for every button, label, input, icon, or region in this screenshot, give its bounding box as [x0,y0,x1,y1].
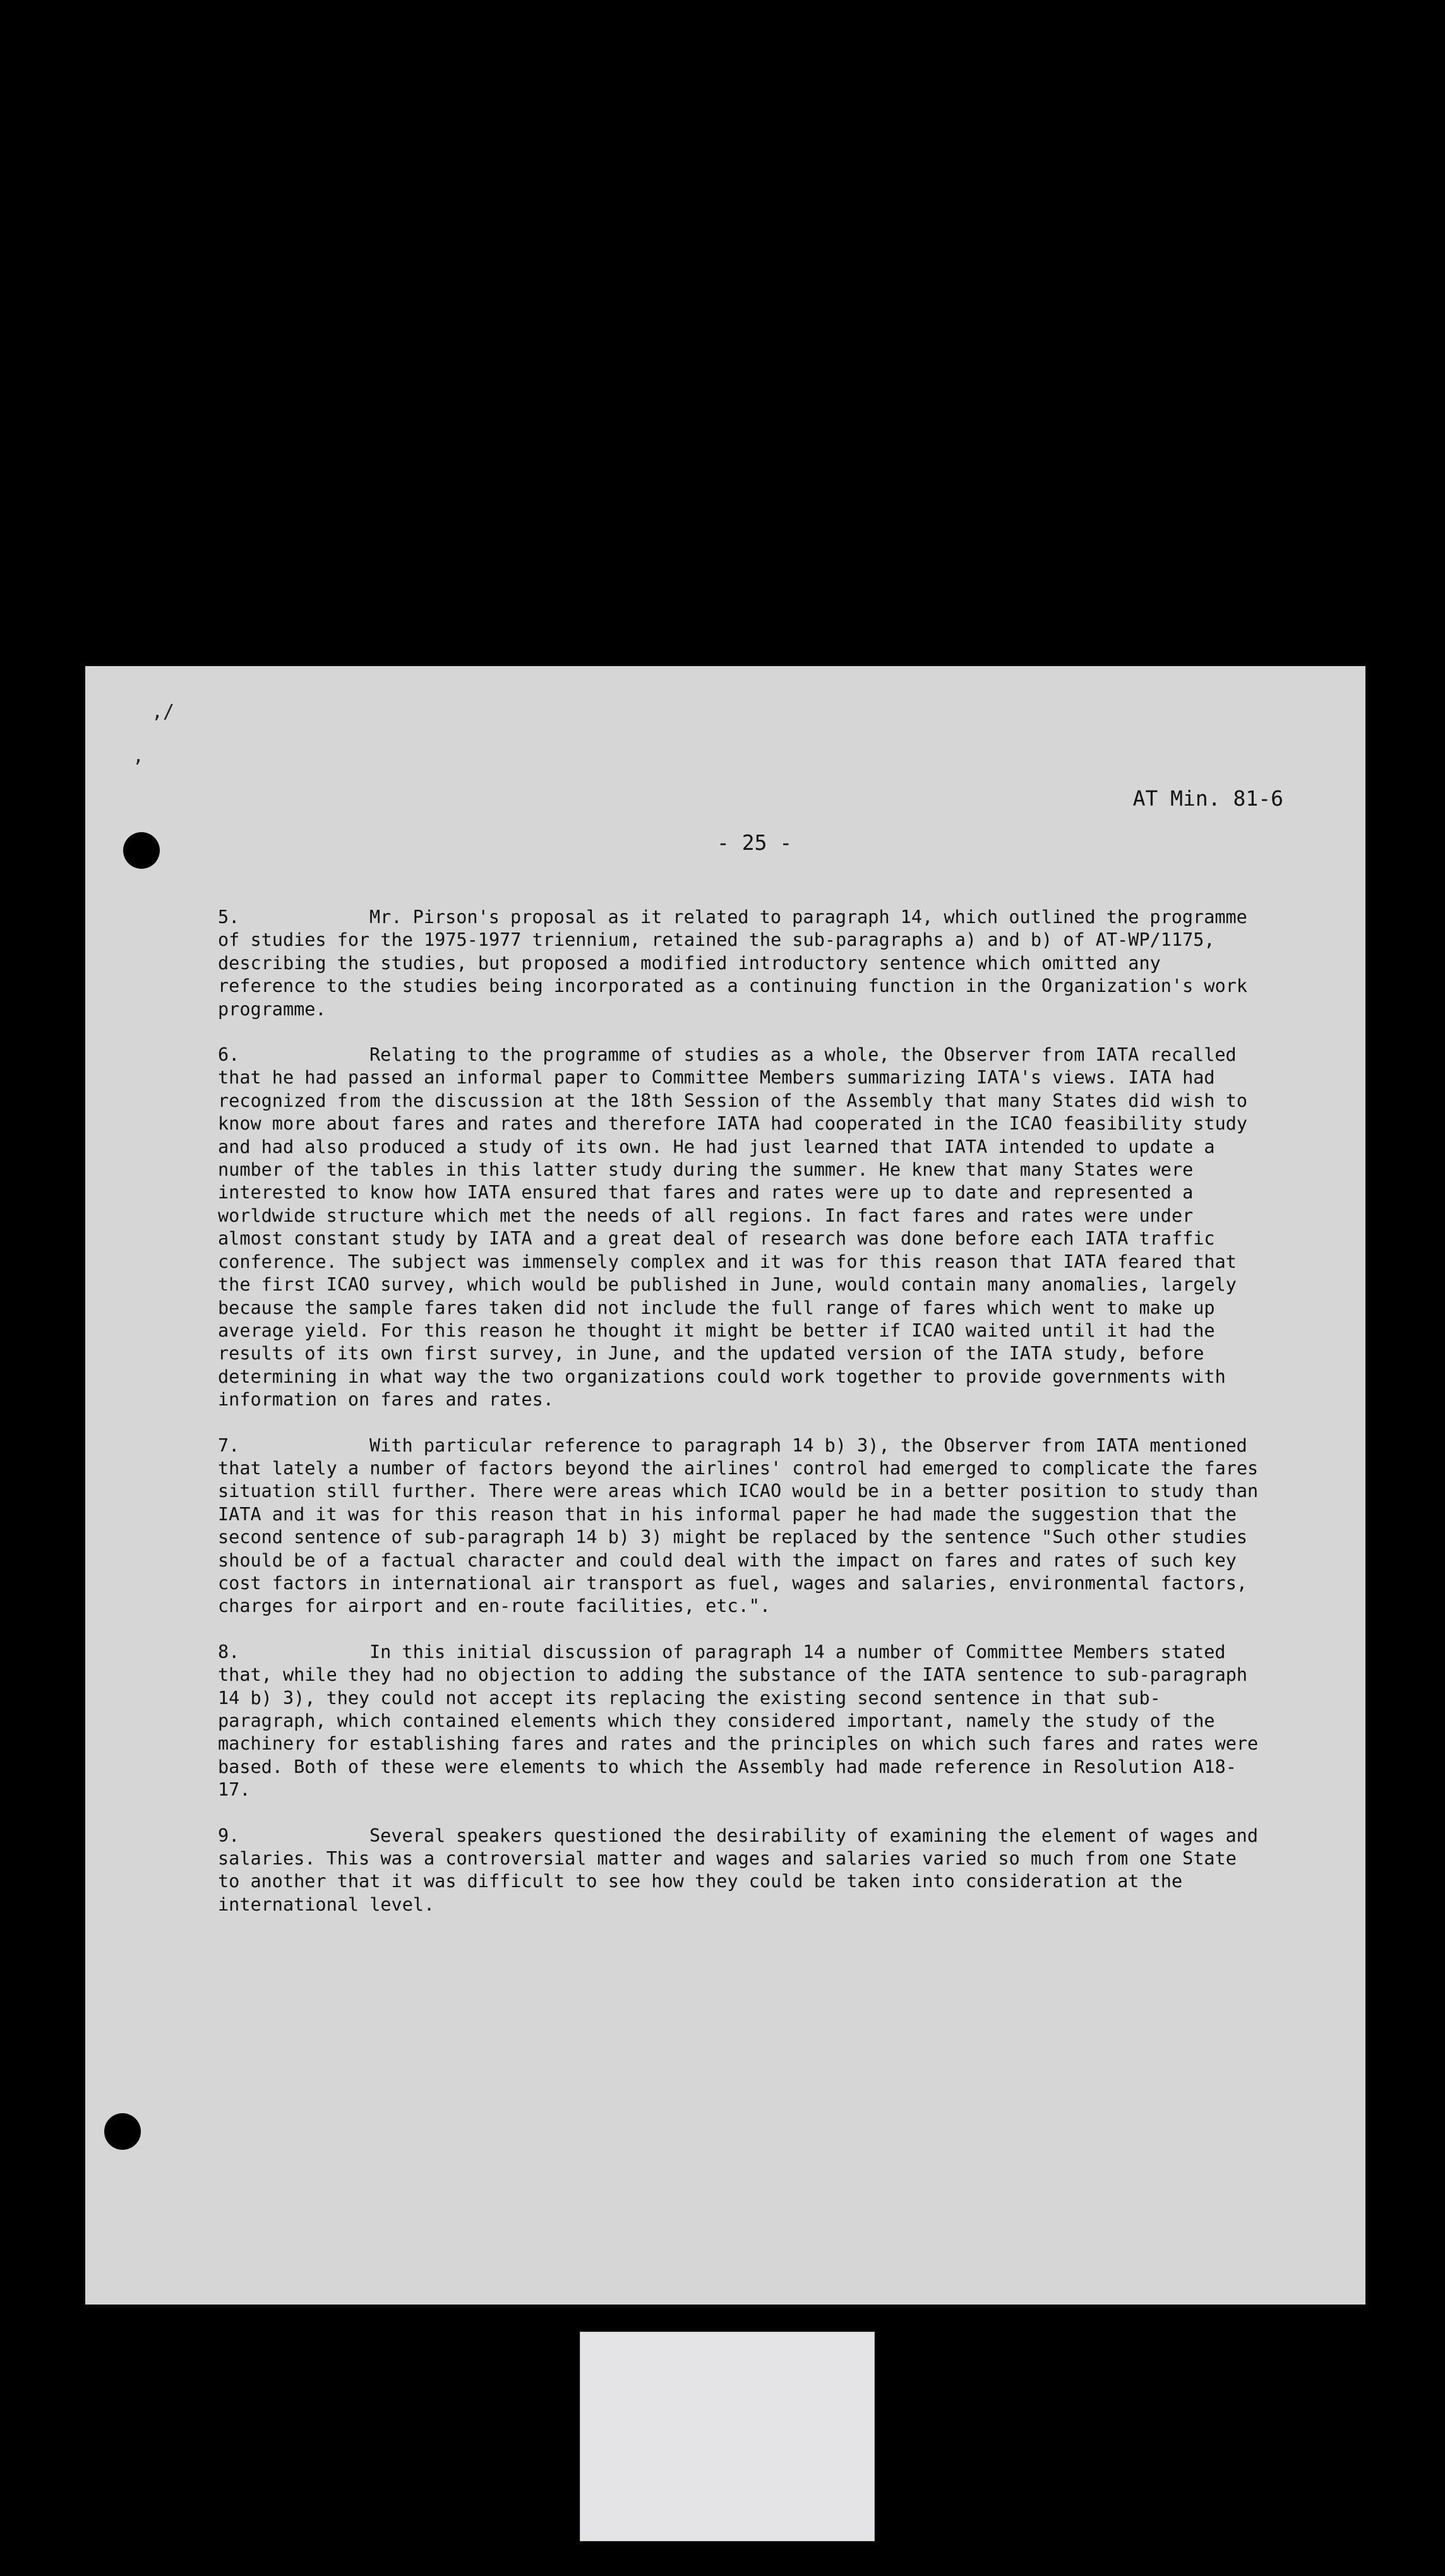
paragraph-6 [218,1044,1266,1412]
punch-hole-top [123,832,160,869]
document-reference: AT Min. 81-6 [1132,786,1283,811]
blank-card [580,2332,875,2541]
paragraph-number: 7. [218,1434,240,1456]
punch-hole-bottom [104,2113,141,2150]
paragraph-number: 5. [218,907,240,927]
paragraph-5 [218,906,1266,1021]
paragraph-9 [218,1825,1266,1917]
document-page [85,666,1365,2305]
paragraph-text: Mr. Pirson's proposal as it related to paragraph 14, which outlined the programme of studies for the 1975-1977 triennium, retained the sub-paragraphs a) and b) of AT-WP/1175, describing the studies, but proposed a modified introductory sentence which omitted any reference to the studies being incorporated as a continuing function in the Organization's work programme. [218,907,1248,1020]
paragraph-7 [218,1434,1266,1618]
page-number: - 25 - [717,830,793,855]
paragraph-number: 6. [218,1044,240,1066]
paragraph-text: Several speakers questioned the desirability of examining the element of wages and salaries. This was a controversial matter and wages and salaries varied so much from one State to another that it was difficult to see how they could be taken into consideration at the international level. [218,1825,1258,1915]
scan-mark-top-left: ,/ [152,701,175,723]
paragraph-text: In this initial discussion of paragraph 14 a number of Committee Members stated that, while they had no objection to adding the substance of the IATA sentence to sub-paragraph 14 b) 3), they could not accept its replacing the existing second sentence in that sub-paragraph, which contained elements which they considered important, namely the study of the machinery for establishing fares and rates and the principles on which such fares and rates were based. Both of these were elements to which the Assembly had made reference in Resolution A18-17. [218,1641,1259,1801]
paragraph-8 [218,1641,1266,1802]
paragraph-text: Relating to the programme of studies as a whole, the Observer from IATA recalled that he had passed an informal paper to Committee Members summarizing IATA's views. IATA had recognized from the discussion at the 18th Session of the Assembly that many States did wish to know more about fares and rates and therefore IATA had cooperated in the ICAO feasibility study and had also produced a study of its own. He had just learned that IATA intended to update a number of the tables in this latter study during the summer. He knew that many States were interested to know how IATA ensured that fares and rates were up to date and represented a worldwide structure which met the needs of all regions. In fact fares and rates were under almost constant study by IATA and a great deal of research was done before each IATA traffic conference. The subject was immensely complex and it was for this reason that IATA feared that the first ICAO survey, which would be published in June, would contain many anomalies, largely because the sample fares taken did not include the full range of fares which went to make up average yield. For this reason he thought it might be better if ICAO waited until it had the results of its own first survey, in June, and the updated version of the IATA study, before determining in what way the two organizations could work together to provide governments with information on fares and rates. [218,1044,1248,1410]
paragraph-text: With particular reference to paragraph 14 b) 3), the Observer from IATA mentioned that lately a number of factors beyond the airlines' control had emerged to complicate the fares situation still further. There were areas which ICAO would be in a better position to study than IATA and it was for this reason that in his informal paper he had made the suggestion that the second sentence of sub-paragraph 14 b) 3) might be replaced by the sentence "Such other studies should be of a factual character and could deal with the impact on fares and rates of such key cost factors in international air transport as fuel, wages and salaries, environmental factors, charges for airport and en-route facilities, etc.". [218,1434,1259,1617]
document-body [218,906,1266,1939]
scan-mark-left: , [133,745,145,767]
paragraph-number: 8. [218,1641,240,1662]
paragraph-number: 9. [218,1825,240,1846]
